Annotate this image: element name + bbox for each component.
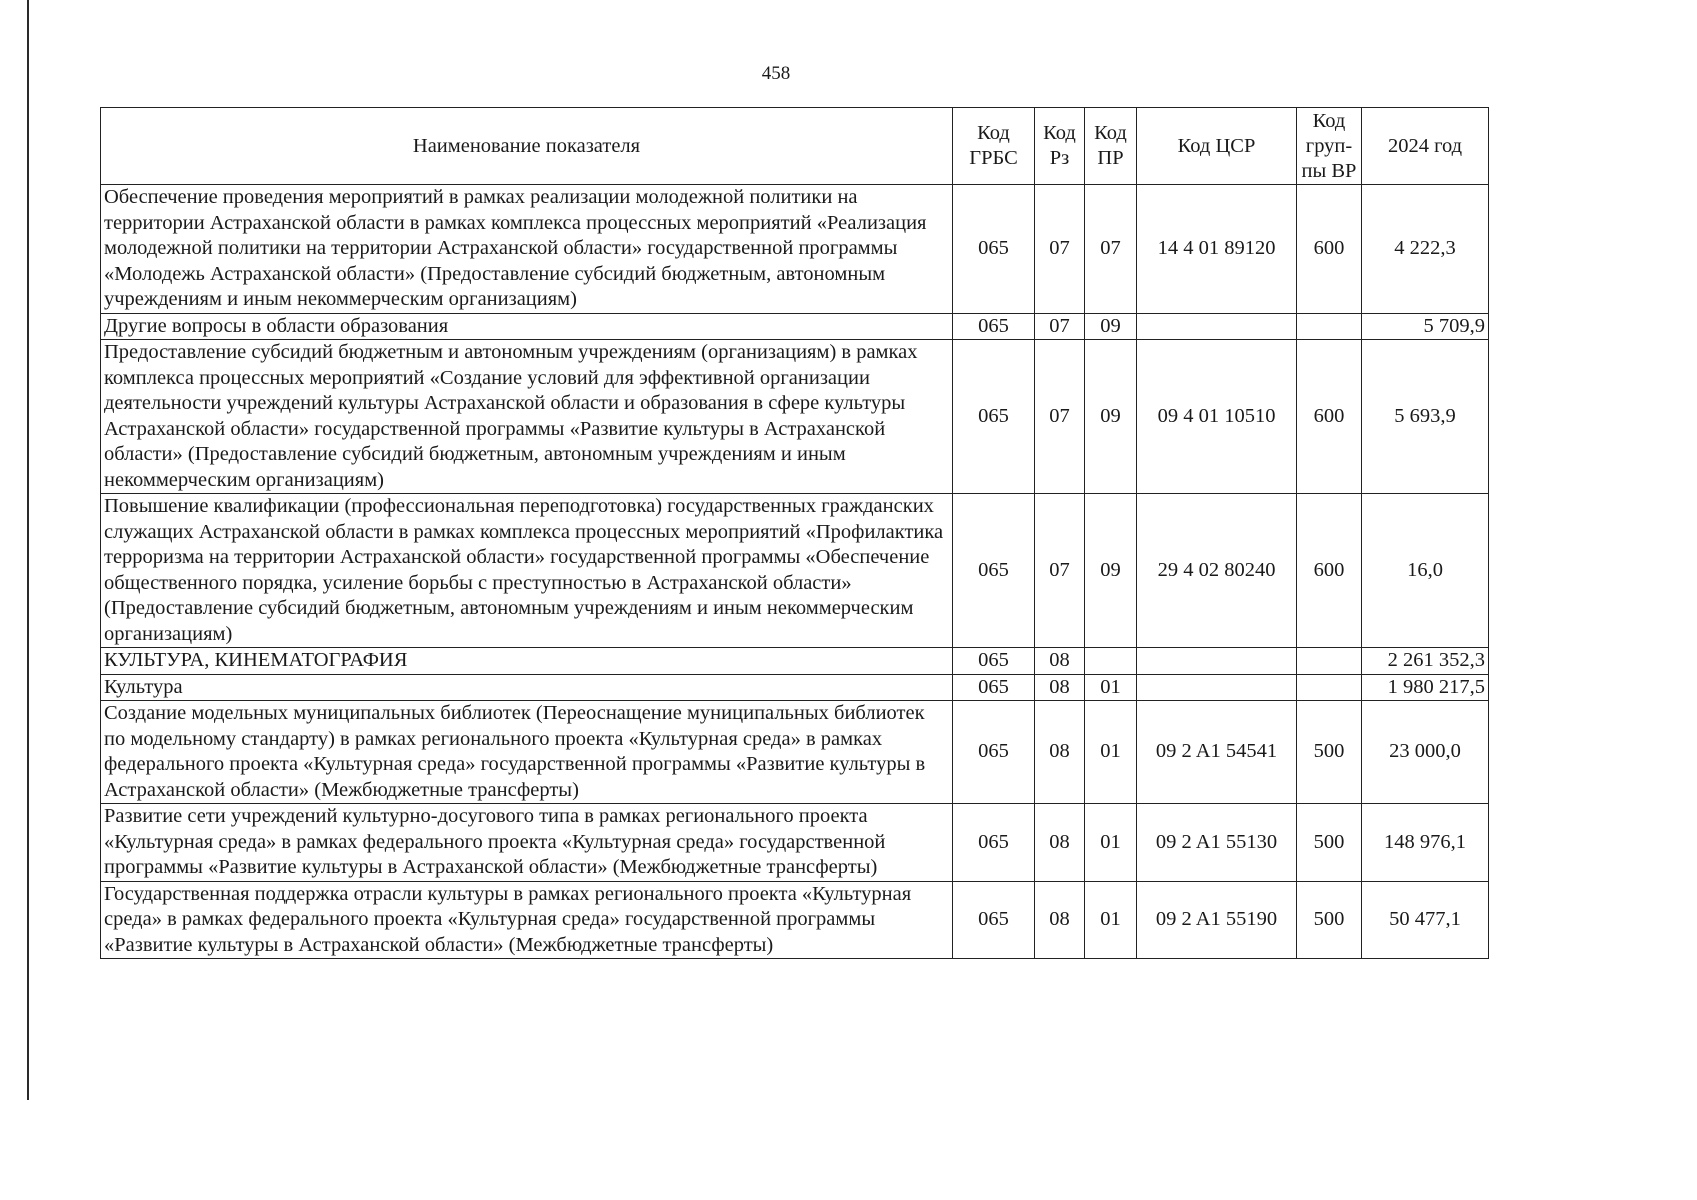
cell-csr: 09 2 A1 55190: [1137, 881, 1297, 959]
header-vr: Код груп-пы ВР: [1297, 108, 1362, 185]
cell-csr: 09 2 A1 54541: [1137, 701, 1297, 804]
cell-vr: 500: [1297, 804, 1362, 882]
cell-sum: 5 693,9: [1362, 340, 1489, 494]
cell-rz: 07: [1035, 185, 1085, 314]
cell-rz: 08: [1035, 701, 1085, 804]
cell-rz: 07: [1035, 340, 1085, 494]
cell-csr: [1137, 313, 1297, 340]
cell-name: Создание модельных муниципальных библиотек (Переоснащение муниципальных библиотек по модельному стандарту) в рамках регионального проекта «Культурная среда» в рамках федерального проекта «Культурная среда» государственной программы «Развитие культуры в Астраханской области» (Межбюджетные трансферты): [101, 701, 953, 804]
cell-pr: 01: [1085, 674, 1137, 701]
cell-sum: 16,0: [1362, 494, 1489, 648]
cell-vr: [1297, 313, 1362, 340]
cell-name: Предоставление субсидий бюджетным и автономным учреждениям (организациям) в рамках комплекса процессных мероприятий «Создание условий для эффективной организации деятельности учреждений культуры Астраханской области и образования в сфере культуры Астраханской области» государственной программы «Развитие культуры в Астраханской области» (Предоставление субсидий бюджетным, автономным учреждениям и иным некоммерческим организациям): [101, 340, 953, 494]
cell-rz: 07: [1035, 494, 1085, 648]
cell-csr: [1137, 648, 1297, 675]
cell-rz: 08: [1035, 804, 1085, 882]
table-header: [101, 108, 1489, 185]
cell-rz: 08: [1035, 648, 1085, 675]
table-row: [101, 881, 1489, 959]
cell-vr: 500: [1297, 881, 1362, 959]
cell-sum: 50 477,1: [1362, 881, 1489, 959]
table-row: [101, 340, 1489, 494]
cell-csr: 29 4 02 80240: [1137, 494, 1297, 648]
cell-grbs: 065: [953, 674, 1035, 701]
cell-vr: 500: [1297, 701, 1362, 804]
cell-csr: 14 4 01 89120: [1137, 185, 1297, 314]
cell-name: Культура: [101, 674, 953, 701]
cell-grbs: 065: [953, 648, 1035, 675]
table-row: [101, 185, 1489, 314]
cell-sum: 2 261 352,3: [1362, 648, 1489, 675]
cell-grbs: 065: [953, 340, 1035, 494]
cell-vr: [1297, 674, 1362, 701]
cell-name: Повышение квалификации (профессиональная переподготовка) государственных гражданских служащих Астраханской области в рамках комплекса процессных мероприятий «Профилактика терроризма на территории Астраханской области» государственной программы «Обеспечение общественного порядка, усиление борьбы с преступностью в Астраханской области» (Предоставление субсидий бюджетным, автономным учреждениям и иным некоммерческим организациям): [101, 494, 953, 648]
cell-grbs: 065: [953, 494, 1035, 648]
cell-name: Развитие сети учреждений культурно-досугового типа в рамках регионального проекта «Культурная среда» в рамках федерального проекта «Культурная среда» государственной программы «Развитие культуры в Астраханской области» (Межбюджетные трансферты): [101, 804, 953, 882]
table-row: [101, 494, 1489, 648]
cell-vr: 600: [1297, 340, 1362, 494]
header-name: Наименование показателя: [101, 108, 953, 185]
cell-pr: [1085, 648, 1137, 675]
cell-rz: 08: [1035, 674, 1085, 701]
cell-name: Другие вопросы в области образования: [101, 313, 953, 340]
table-body: [101, 185, 1489, 959]
table-row: [101, 804, 1489, 882]
cell-pr: 09: [1085, 494, 1137, 648]
cell-vr: 600: [1297, 494, 1362, 648]
cell-csr: [1137, 674, 1297, 701]
table-row: [101, 313, 1489, 340]
cell-pr: 07: [1085, 185, 1137, 314]
cell-sum: 5 709,9: [1362, 313, 1489, 340]
header-row: [101, 108, 1489, 185]
cell-pr: 01: [1085, 804, 1137, 882]
header-csr: Код ЦСР: [1137, 108, 1297, 185]
header-pr: Код ПР: [1085, 108, 1137, 185]
cell-sum: 23 000,0: [1362, 701, 1489, 804]
cell-grbs: 065: [953, 185, 1035, 314]
header-year: 2024 год: [1362, 108, 1489, 185]
cell-name: КУЛЬТУРА, КИНЕМАТОГРАФИЯ: [101, 648, 953, 675]
table-row: [101, 701, 1489, 804]
cell-rz: 08: [1035, 881, 1085, 959]
cell-csr: 09 2 A1 55130: [1137, 804, 1297, 882]
budget-table: [100, 107, 1489, 959]
cell-grbs: 065: [953, 881, 1035, 959]
cell-name: Обеспечение проведения мероприятий в рамках реализации молодежной политики на территории Астраханской области в рамках комплекса процессных мероприятий «Реализация молодежной политики на территории Астраханской области» государственной программы «Молодежь Астраханской области» (Предоставление субсидий бюджетным, автономным учреждениям и иным некоммерческим организациям): [101, 185, 953, 314]
header-grbs: Код ГРБС: [953, 108, 1035, 185]
cell-pr: 01: [1085, 881, 1137, 959]
cell-pr: 09: [1085, 313, 1137, 340]
cell-pr: 01: [1085, 701, 1137, 804]
cell-sum: 4 222,3: [1362, 185, 1489, 314]
cell-grbs: 065: [953, 313, 1035, 340]
cell-sum: 148 976,1: [1362, 804, 1489, 882]
cell-grbs: 065: [953, 804, 1035, 882]
cell-pr: 09: [1085, 340, 1137, 494]
header-rz: Код Рз: [1035, 108, 1085, 185]
cell-grbs: 065: [953, 701, 1035, 804]
cell-sum: 1 980 217,5: [1362, 674, 1489, 701]
page-margin-line: [27, 0, 29, 1100]
cell-csr: 09 4 01 10510: [1137, 340, 1297, 494]
cell-rz: 07: [1035, 313, 1085, 340]
table-row: [101, 674, 1489, 701]
page-number: 458: [761, 63, 791, 84]
cell-name: Государственная поддержка отрасли культуры в рамках регионального проекта «Культурная среда» в рамках федерального проекта «Культурная среда» государственной программы «Развитие культуры в Астраханской области» (Межбюджетные трансферты): [101, 881, 953, 959]
table-row: [101, 648, 1489, 675]
cell-vr: 600: [1297, 185, 1362, 314]
cell-vr: [1297, 648, 1362, 675]
